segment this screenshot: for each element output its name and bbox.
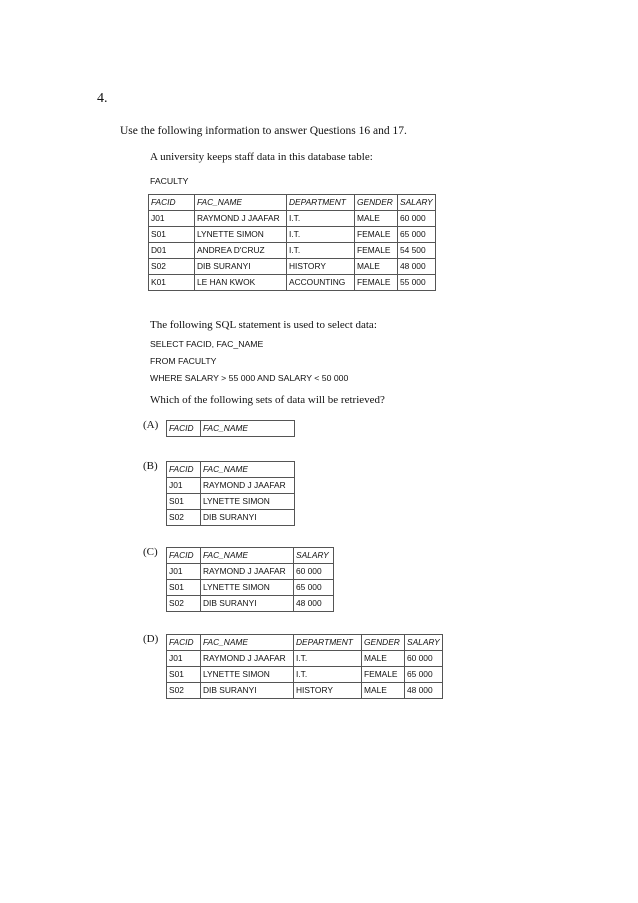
column-header: FAC_NAME <box>201 421 295 437</box>
table-header-row <box>167 635 443 651</box>
option-b-label: (B) <box>143 460 158 472</box>
table-cell: MALE <box>355 259 398 275</box>
intro-text: A university keeps staff data in this database table: <box>150 151 373 163</box>
table-cell: 55 000 <box>398 275 436 291</box>
sql-line-3: WHERE SALARY > 55 000 AND SALARY < 50 000 <box>150 373 349 383</box>
column-header: SALARY <box>405 635 443 651</box>
option-a-label: (A) <box>143 419 159 431</box>
table-cell: 48 000 <box>294 596 334 612</box>
table-cell: MALE <box>355 211 398 227</box>
option-c-table <box>166 547 334 612</box>
table-cell: S01 <box>167 667 201 683</box>
table-cell: 48 000 <box>398 259 436 275</box>
table-cell: FEMALE <box>355 227 398 243</box>
table-cell: S02 <box>167 596 201 612</box>
faculty-table <box>148 194 436 291</box>
table-cell: DIB SURANYI <box>201 510 295 526</box>
column-header: GENDER <box>355 195 398 211</box>
option-a-table <box>166 420 295 437</box>
table-cell: LYNETTE SIMON <box>195 227 287 243</box>
table-cell: S02 <box>167 683 201 699</box>
option-d-table <box>166 634 443 699</box>
table-cell: D01 <box>149 243 195 259</box>
column-header: DEPARTMENT <box>287 195 355 211</box>
table-header-row <box>149 195 436 211</box>
table-cell: S01 <box>167 580 201 596</box>
column-header: FACID <box>167 548 201 564</box>
sql-intro-text: The following SQL statement is used to select data: <box>150 319 377 331</box>
column-header: FACID <box>167 462 201 478</box>
sql-line-1: SELECT FACID, FAC_NAME <box>150 339 264 349</box>
table-cell: I.T. <box>287 211 355 227</box>
table-cell: LYNETTE SIMON <box>201 494 295 510</box>
table-cell: MALE <box>362 651 405 667</box>
table-row <box>167 667 443 683</box>
table-row <box>167 683 443 699</box>
table-cell: LE HAN KWOK <box>195 275 287 291</box>
table-cell: FEMALE <box>362 667 405 683</box>
table-cell: J01 <box>167 564 201 580</box>
table-row <box>149 227 436 243</box>
table-row <box>149 275 436 291</box>
table-cell: J01 <box>167 651 201 667</box>
table-cell: HISTORY <box>294 683 362 699</box>
table-header-row <box>167 548 334 564</box>
table-row <box>149 211 436 227</box>
column-header: FACID <box>167 421 201 437</box>
table-cell: 65 000 <box>294 580 334 596</box>
table-cell: RAYMOND J JAAFAR <box>201 564 294 580</box>
table-cell: I.T. <box>287 243 355 259</box>
table-row <box>167 596 334 612</box>
question-text: Which of the following sets of data will be retrieved? <box>150 394 385 406</box>
table-row <box>167 651 443 667</box>
table-cell: 65 000 <box>398 227 436 243</box>
table-cell: S02 <box>149 259 195 275</box>
table-cell: S01 <box>149 227 195 243</box>
table-cell: 60 000 <box>294 564 334 580</box>
column-header: FAC_NAME <box>201 635 294 651</box>
table-cell: 60 000 <box>398 211 436 227</box>
table-cell: RAYMOND J JAAFAR <box>201 651 294 667</box>
table-cell: DIB SURANYI <box>195 259 287 275</box>
table-cell: 54 500 <box>398 243 436 259</box>
table-row <box>167 494 295 510</box>
column-header: FACID <box>149 195 195 211</box>
option-d-label: (D) <box>143 633 159 645</box>
table-cell: 60 000 <box>405 651 443 667</box>
table-cell: K01 <box>149 275 195 291</box>
column-header: FAC_NAME <box>195 195 287 211</box>
table-cell: LYNETTE SIMON <box>201 667 294 683</box>
table-cell: RAYMOND J JAAFAR <box>201 478 295 494</box>
table-cell: FEMALE <box>355 243 398 259</box>
table-cell: DIB SURANYI <box>201 683 294 699</box>
table-cell: S02 <box>167 510 201 526</box>
table-row <box>149 259 436 275</box>
column-header: DEPARTMENT <box>294 635 362 651</box>
table-cell: I.T. <box>294 667 362 683</box>
column-header: SALARY <box>294 548 334 564</box>
column-header: GENDER <box>362 635 405 651</box>
table-row <box>149 243 436 259</box>
table-header-row <box>167 421 295 437</box>
column-header: FACID <box>167 635 201 651</box>
option-b-table <box>166 461 295 526</box>
table-cell: FEMALE <box>355 275 398 291</box>
table-row <box>167 478 295 494</box>
table-cell: J01 <box>167 478 201 494</box>
sql-line-2: FROM FACULTY <box>150 356 217 366</box>
column-header: SALARY <box>398 195 436 211</box>
table-header-row <box>167 462 295 478</box>
table-cell: MALE <box>362 683 405 699</box>
table-cell: I.T. <box>287 227 355 243</box>
table-cell: 65 000 <box>405 667 443 683</box>
question-number: 4. <box>97 91 108 106</box>
table-cell: I.T. <box>294 651 362 667</box>
table-cell: J01 <box>149 211 195 227</box>
table-row <box>167 580 334 596</box>
table-row <box>167 510 295 526</box>
table-cell: ANDREA D'CRUZ <box>195 243 287 259</box>
table-cell: HISTORY <box>287 259 355 275</box>
table-cell: RAYMOND J JAAFAR <box>195 211 287 227</box>
table-name: FACULTY <box>150 176 189 186</box>
table-row <box>167 564 334 580</box>
table-cell: S01 <box>167 494 201 510</box>
column-header: FAC_NAME <box>201 548 294 564</box>
table-cell: LYNETTE SIMON <box>201 580 294 596</box>
column-header: FAC_NAME <box>201 462 295 478</box>
table-cell: ACCOUNTING <box>287 275 355 291</box>
table-cell: 48 000 <box>405 683 443 699</box>
instruction-text: Use the following information to answer Questions 16 and 17. <box>120 125 407 137</box>
table-cell: DIB SURANYI <box>201 596 294 612</box>
option-c-label: (C) <box>143 546 158 558</box>
